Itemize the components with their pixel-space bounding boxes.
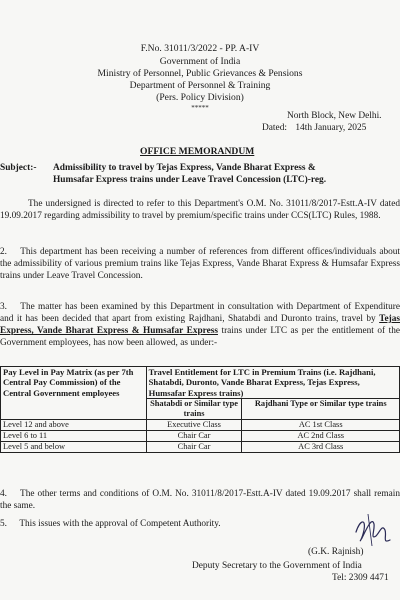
paragraph-3-text-a: The matter has been examined by this Department in consultation with Department of Expenditure and it has been decided that apart from existing Rajdhani, Shatabdi and Duronto trains, travel by	[0, 302, 400, 324]
paragraph-2-number: 2.	[0, 247, 7, 257]
paragraph-4	[0, 488, 400, 512]
table-row	[1, 442, 400, 453]
paragraph-3-trains: Tejas Express, Vande Bharat Express & Humsafar Express	[0, 314, 400, 336]
table-row	[1, 420, 400, 431]
paragraph-5-number: 5.	[0, 519, 7, 529]
row-rajdhani: AC 3rd Class	[242, 442, 400, 453]
signatory-telephone: Tel: 2309 4471	[332, 573, 389, 583]
paragraph-5-text: This issues with the approval of Competent Authority.	[19, 519, 221, 529]
paragraph-4-number: 4.	[0, 489, 7, 499]
table-header-row	[1, 367, 400, 399]
entitlement-table	[0, 366, 400, 453]
signatory-name: (G.K. Rajnish)	[308, 547, 364, 557]
place: North Block, New Delhi.	[287, 111, 382, 121]
pay-level-header: Pay Level in Pay Matrix (as per 7th Central Pay Commission) of the Central Government employees	[1, 367, 147, 420]
row-rajdhani: AC 1st Class	[242, 420, 400, 431]
signature-image	[352, 510, 392, 550]
paragraph-3-text-b: trains under LTC as per the entitlement of the Government employees, has now been allowed, as under:-	[0, 326, 400, 348]
row-level: Level 5 and below	[1, 442, 147, 453]
row-shatabdi: Chair Car	[146, 431, 242, 442]
date-line	[262, 122, 366, 134]
date-label: Dated:	[262, 123, 287, 133]
row-level: Level 6 to 11	[1, 431, 147, 442]
paragraph-2	[0, 246, 400, 282]
division-line: (Pers. Policy Division)	[156, 92, 244, 103]
paragraph-5	[0, 518, 400, 530]
signatory-designation: Deputy Secretary to the Government of India	[192, 561, 362, 571]
subject-line-2: Humsafar Express trains under Leave Travel Concession (LTC)-reg.	[53, 175, 327, 185]
entitlement-header: Travel Entitlement for LTC in Premium Trains (i.e. Rajdhani, Shatabdi, Duronto, Vande Bharat Express, Tejas Express, Humsafar Express trains)	[146, 367, 399, 399]
subject-label: Subject:-	[0, 163, 37, 173]
shatabdi-subheader: Shatabdi or Similar type trains	[146, 399, 242, 420]
file-number: F.No. 31011/3/2022 - PP. A-IV	[140, 43, 260, 54]
paragraph-4-text: The other terms and conditions of O.M. No. 31011/8/2017-Estt.A-IV dated 19.09.2017 shall remain the same.	[0, 489, 400, 511]
ministry-line: Ministry of Personnel, Public Grievances & Pensions	[97, 68, 303, 79]
government-line: Government of India	[159, 56, 241, 67]
date-value: 14th January, 2025	[295, 123, 367, 133]
row-shatabdi: Chair Car	[146, 442, 242, 453]
rajdhani-subheader: Rajdhani Type or Similar type trains	[242, 399, 400, 420]
paragraph-1: The undersigned is directed to refer to this Department's O.M. No. 31011/8/2017-Estt.A-IV dated 19.09.2017 regarding admissibility to travel by premium/specific trains under CCS(LTC) Rules, 1988.	[0, 199, 400, 221]
table-row	[1, 431, 400, 442]
header-stars: *****	[191, 104, 209, 112]
paragraph-3	[0, 301, 400, 349]
paragraph-2-text: This department has been receiving a number of references from different offices/individuals about the admissibility of various premium trains like Tejas Express, Vande Bharat Express & Humsafar Express trains under Leave Travel Concession.	[0, 247, 400, 281]
row-shatabdi: Executive Class	[146, 420, 242, 431]
row-level: Level 12 and above	[1, 420, 147, 431]
subject-line-1: Admissibility to travel by Tejas Express, Vande Bharat Express &	[53, 163, 316, 173]
memo-title: OFFICE MEMORANDUM	[140, 146, 255, 157]
department-line: Department of Personnel & Training	[129, 80, 271, 91]
paragraph-3-number: 3.	[0, 302, 7, 312]
row-rajdhani: AC 2nd Class	[242, 431, 400, 442]
